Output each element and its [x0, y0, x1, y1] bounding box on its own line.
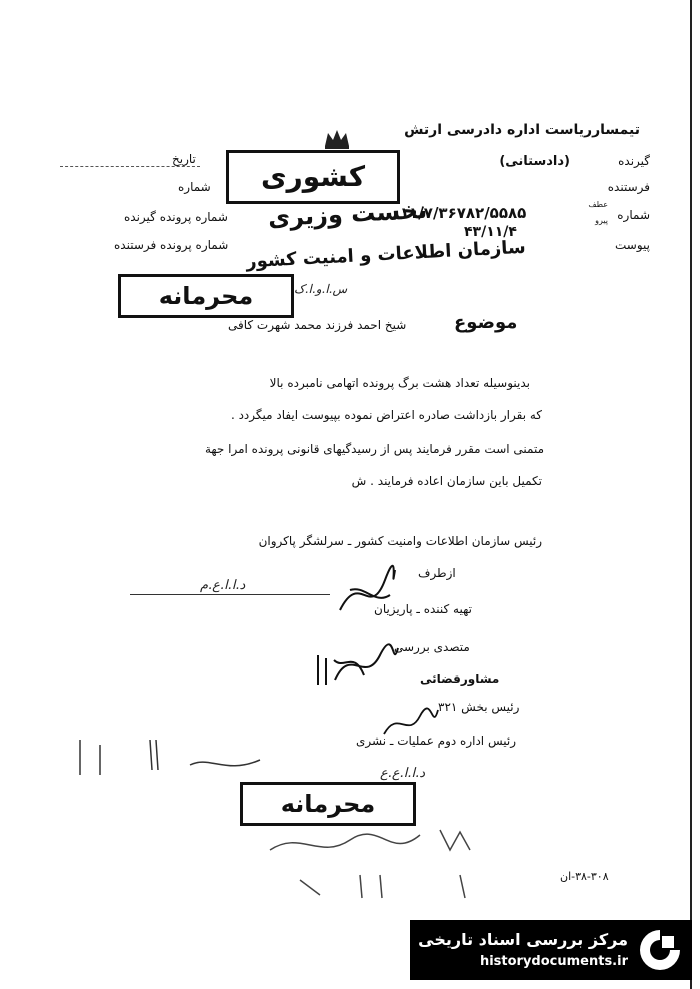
subject-label: موضوع	[454, 312, 518, 333]
reviewer-label: متصدی بررسی	[394, 640, 470, 654]
prepared-by: تهیه کننده ـ پاریزیان	[374, 602, 472, 616]
body-line-2: که بقرار بازداشت صادره اعتراض نموده بپیوست ایفاد میگردد .	[230, 408, 542, 422]
initials-mark	[310, 650, 370, 690]
hw-dept-underline	[130, 594, 330, 595]
handwritten-dept: د.ا.ا.ع.م	[200, 578, 246, 593]
issuer-department: تیمساررياست اداره دادرسی ارتش	[404, 122, 640, 138]
ref-small-b: پیرو	[595, 216, 608, 225]
date-rule	[60, 166, 200, 167]
lion-and-sun-emblem	[322, 126, 352, 150]
section-head-label: رئیس بخش ۳۲۱	[438, 700, 520, 714]
archive-watermark	[410, 920, 692, 980]
body-line-4: تکمیل باین سازمان اعاده فرمایند . ش	[351, 474, 542, 488]
prime-ministry-stamp: نخست وزیری	[267, 195, 428, 233]
ref-small-a: عطف	[588, 200, 608, 209]
form-code: ۳۸-۳۰۸-ان	[560, 870, 609, 883]
number-value: ۱۱/۷/۳۶۷۸۲/۵۵۸۵	[400, 204, 527, 222]
kashvari-stamp: کشوری	[226, 150, 400, 204]
judicial-advisor-label: مشاورقضائی	[420, 672, 500, 686]
recipient-value: (دادستانی)	[499, 154, 570, 169]
subject-value: شیخ احمد فرزند محمد شهرت کافی	[228, 318, 407, 332]
signature-scribble-1	[330, 560, 400, 620]
on-behalf-label: ازطرف	[418, 566, 456, 580]
signature-scribble-3	[380, 704, 440, 744]
attachment-label: پیوست	[615, 238, 650, 252]
sender-label: فرستنده	[607, 180, 650, 194]
margin-notes	[60, 730, 270, 790]
archive-url: historydocuments.ir	[479, 954, 628, 969]
sender-file-label: شماره پرونده فرستنده	[114, 238, 229, 252]
classification-stamp-top: محرمانه	[118, 274, 294, 318]
lower-scribbles	[260, 820, 540, 900]
savak-code: س.ا.و.ا.ک	[294, 282, 348, 296]
archive-logo-icon	[636, 926, 684, 974]
classification-stamp-bottom: محرمانه	[240, 782, 416, 826]
page-edge	[690, 0, 692, 989]
recipient-file-label: شماره پرونده گیرنده	[124, 210, 228, 224]
signatory-title: رئیس سازمان اطلاعات وامنیت کشور ـ سرلشگر پاکروان	[258, 534, 542, 548]
date-value: ۴۳/۱۱/۴	[464, 224, 517, 240]
savak-org-stamp: سازمان اطلاعات و امنیت کشور	[245, 236, 527, 273]
dept-head-label: رئیس اداره دوم عملیات ـ نشری	[356, 734, 517, 748]
handwritten-dept-2: د.ا.ا.ع.ع	[380, 766, 426, 781]
archive-name: مرکز بررسی اسناد تاریخی	[418, 930, 628, 949]
date-label: تاریخ	[172, 152, 196, 166]
body-line-3: متمنی است مقرر فرمایند پس از رسیدگیهای قانونی پرونده امرا جهة	[204, 442, 544, 456]
recipient-label: گیرنده	[618, 154, 650, 168]
number-label: شماره	[617, 208, 650, 222]
body-line-1: بدینوسیله تعداد هشت برگ پرونده اتهامی نامبرده بالا	[269, 376, 530, 390]
number-label-left: شماره	[178, 180, 211, 194]
